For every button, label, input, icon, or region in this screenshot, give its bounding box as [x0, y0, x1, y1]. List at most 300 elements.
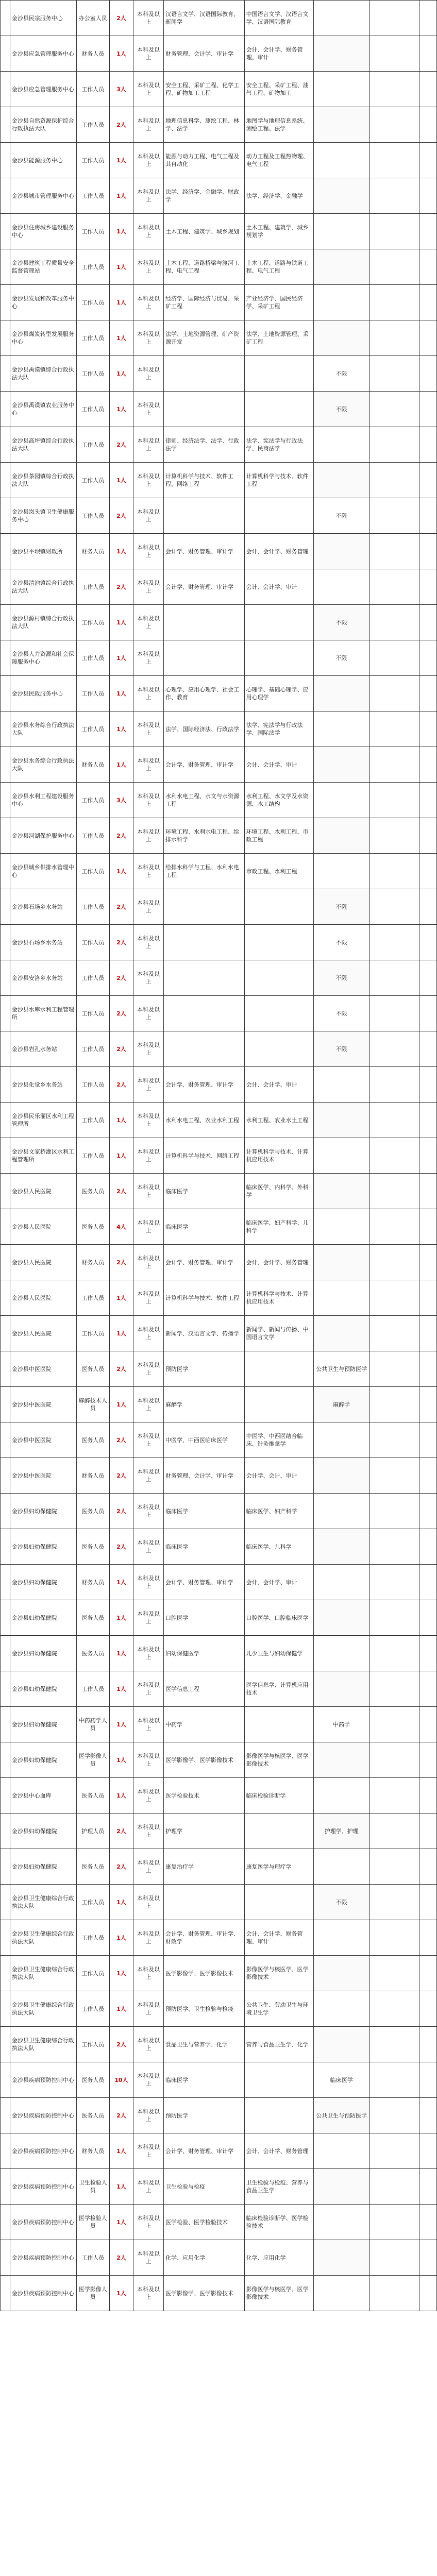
major-requirement-cell: 不限: [313, 498, 369, 534]
education-cell: 本科及以上: [133, 1636, 164, 1671]
education-cell: 本科及以上: [133, 463, 164, 498]
education-cell: 本科及以上: [133, 1031, 164, 1067]
undergraduate-major-cell: 麻醉学: [163, 1387, 244, 1422]
position-type-cell: 医务人员: [76, 1778, 109, 1814]
pad-cell: [1, 1422, 10, 1458]
graduate-major-cell: 会计、会计学、财务管理、审计: [244, 1920, 313, 1956]
undergraduate-major-cell: 医学影像学、医学影像技术: [163, 1956, 244, 1991]
undergraduate-major-cell: 中医学、中西医临床医学: [163, 1422, 244, 1458]
position-type-cell: 工作人员: [76, 1316, 109, 1351]
end-cell: [419, 605, 437, 640]
unit-cell: 金沙县妇幼保健院: [10, 1814, 76, 1849]
table-row: [1, 2062, 437, 2098]
remark-cell: [369, 1, 419, 36]
major-requirement-cell: [313, 1174, 369, 1209]
graduate-major-cell: 会计、会计学、审计: [244, 569, 313, 605]
unit-cell: 金沙县岩孔水务站: [10, 1031, 76, 1067]
table-row: [1, 747, 437, 783]
graduate-major-cell: 康复医学与理疗学: [244, 1849, 313, 1885]
end-cell: [419, 1707, 437, 1742]
position-type-cell: 工作人员: [76, 889, 109, 925]
graduate-major-cell: [244, 1387, 313, 1422]
undergraduate-major-cell: 环境工程、水利水电工程、给排水科学: [163, 818, 244, 854]
major-requirement-cell: [313, 676, 369, 711]
undergraduate-major-cell: 中药学: [163, 1707, 244, 1742]
education-cell: 本科及以上: [133, 925, 164, 960]
undergraduate-major-cell: 临床医学: [163, 1529, 244, 1565]
table-row: [1, 2240, 437, 2276]
pad-cell: [1, 356, 10, 392]
education-cell: 本科及以上: [133, 427, 164, 463]
remark-cell: [369, 1529, 419, 1565]
position-type-cell: 工作人员: [76, 2027, 109, 2062]
table-row: [1, 1742, 437, 1778]
undergraduate-major-cell: 预防医学: [163, 1351, 244, 1387]
education-cell: 本科及以上: [133, 711, 164, 747]
pad-cell: [1, 1707, 10, 1742]
table-row: [1, 1956, 437, 1991]
pad-cell: [1, 2276, 10, 2311]
end-cell: [419, 783, 437, 818]
undergraduate-major-cell: 会计学、财务管理、审计学: [163, 2133, 244, 2169]
pad-cell: [1, 1174, 10, 1209]
end-cell: [419, 1991, 437, 2027]
major-requirement-cell: [313, 2027, 369, 2062]
table-row: [1, 1067, 437, 1103]
position-type-cell: 工作人员: [76, 320, 109, 356]
pad-cell: [1, 463, 10, 498]
headcount-cell: 1人: [109, 1991, 133, 2027]
headcount-cell: 1人: [109, 1742, 133, 1778]
headcount-cell: 1人: [109, 463, 133, 498]
remark-cell: [369, 1067, 419, 1103]
position-type-cell: 工作人员: [76, 640, 109, 676]
education-cell: 本科及以上: [133, 605, 164, 640]
table-row: [1, 1778, 437, 1814]
headcount-cell: 1人: [109, 1671, 133, 1707]
position-type-cell: 医务人员: [76, 1636, 109, 1671]
remark-cell: [369, 854, 419, 889]
position-type-cell: 工作人员: [76, 498, 109, 534]
remark-cell: [369, 2205, 419, 2240]
education-cell: 本科及以上: [133, 72, 164, 107]
headcount-cell: 2人: [109, 2098, 133, 2133]
pad-cell: [1, 1920, 10, 1956]
pad-cell: [1, 1031, 10, 1067]
headcount-cell: 3人: [109, 783, 133, 818]
education-cell: 本科及以上: [133, 1, 164, 36]
pad-cell: [1, 996, 10, 1031]
major-requirement-cell: [313, 178, 369, 214]
pad-cell: [1, 854, 10, 889]
end-cell: [419, 1138, 437, 1174]
graduate-major-cell: 计算机科学与技术、计算机应用技术: [244, 1280, 313, 1316]
graduate-major-cell: 心理学、基础心理学、应用心理学: [244, 676, 313, 711]
remark-cell: [369, 960, 419, 996]
major-requirement-cell: [313, 1422, 369, 1458]
graduate-major-cell: 影像医学与核医学、医学影像技术: [244, 1956, 313, 1991]
undergraduate-major-cell: 会计学、财务管理、审计学、财政学: [163, 1920, 244, 1956]
undergraduate-major-cell: 能源与动力工程、电气工程及其自动化: [163, 143, 244, 178]
education-cell: 本科及以上: [133, 1209, 164, 1245]
unit-cell: 金沙县禹谟镇综合行政执法大队: [10, 356, 76, 392]
graduate-major-cell: 地图学与地理信息系统、测绘工程、法学: [244, 107, 313, 143]
remark-cell: [369, 2240, 419, 2276]
education-cell: 本科及以上: [133, 1458, 164, 1494]
position-type-cell: 医务人员: [76, 1174, 109, 1209]
end-cell: [419, 1529, 437, 1565]
major-requirement-cell: 麻醉学: [313, 1387, 369, 1422]
unit-cell: 金沙县妇幼保健院: [10, 1600, 76, 1636]
pad-cell: [1, 2169, 10, 2205]
graduate-major-cell: [244, 1031, 313, 1067]
position-type-cell: 工作人员: [76, 854, 109, 889]
major-requirement-cell: [313, 36, 369, 72]
education-cell: 本科及以上: [133, 1671, 164, 1707]
remark-cell: [369, 1458, 419, 1494]
position-type-cell: 护理人员: [76, 1814, 109, 1849]
unit-cell: 金沙县卫生健康综合行政执法大队: [10, 1991, 76, 2027]
end-cell: [419, 320, 437, 356]
table-row: [1, 1565, 437, 1600]
headcount-cell: 1人: [109, 2169, 133, 2205]
remark-cell: [369, 285, 419, 320]
unit-cell: 金沙县岚头镇卫生健康服务中心: [10, 498, 76, 534]
graduate-major-cell: 会计、会计学、审计: [244, 1067, 313, 1103]
major-requirement-cell: [313, 1067, 369, 1103]
remark-cell: [369, 1920, 419, 1956]
pad-cell: [1, 1956, 10, 1991]
graduate-major-cell: [244, 889, 313, 925]
position-type-cell: 医务人员: [76, 1494, 109, 1529]
education-cell: 本科及以上: [133, 1245, 164, 1280]
undergraduate-major-cell: 医学影像学、医学影像技术: [163, 1742, 244, 1778]
remark-cell: [369, 1138, 419, 1174]
position-type-cell: 财务人员: [76, 36, 109, 72]
headcount-cell: 1人: [109, 178, 133, 214]
education-cell: 本科及以上: [133, 1956, 164, 1991]
headcount-cell: 1人: [109, 854, 133, 889]
unit-cell: 金沙县中医医院: [10, 1422, 76, 1458]
position-type-cell: 医务人员: [76, 1351, 109, 1387]
major-requirement-cell: [313, 143, 369, 178]
undergraduate-major-cell: 计算机科学与技术、网络工程: [163, 1138, 244, 1174]
undergraduate-major-cell: 妇幼保健医学: [163, 1636, 244, 1671]
undergraduate-major-cell: 食品卫生与营养学、化学: [163, 2027, 244, 2062]
position-type-cell: 工作人员: [76, 178, 109, 214]
table-row: [1, 1671, 437, 1707]
position-type-cell: 医务人员: [76, 1422, 109, 1458]
graduate-major-cell: [244, 605, 313, 640]
pad-cell: [1, 285, 10, 320]
table-row: [1, 640, 437, 676]
pad-cell: [1, 1529, 10, 1565]
position-type-cell: 工作人员: [76, 960, 109, 996]
pad-cell: [1, 783, 10, 818]
headcount-cell: 2人: [109, 1458, 133, 1494]
undergraduate-major-cell: 会计学、财务管理、审计学: [163, 1245, 244, 1280]
major-requirement-cell: [313, 1103, 369, 1138]
education-cell: 本科及以上: [133, 1138, 164, 1174]
unit-cell: 金沙县建筑工程质量安全监督管理站: [10, 249, 76, 285]
education-cell: 本科及以上: [133, 1742, 164, 1778]
position-type-cell: 财务人员: [76, 1565, 109, 1600]
end-cell: [419, 1422, 437, 1458]
remark-cell: [369, 676, 419, 711]
undergraduate-major-cell: 心理学、应用心理学、社会工作、教育: [163, 676, 244, 711]
unit-cell: 金沙县人民医院: [10, 1280, 76, 1316]
graduate-major-cell: [244, 1814, 313, 1849]
position-type-cell: 工作人员: [76, 427, 109, 463]
unit-cell: 金沙县妇幼保健院: [10, 1529, 76, 1565]
education-cell: 本科及以上: [133, 214, 164, 249]
end-cell: [419, 747, 437, 783]
end-cell: [419, 640, 437, 676]
graduate-major-cell: [244, 1885, 313, 1920]
end-cell: [419, 1031, 437, 1067]
remark-cell: [369, 1636, 419, 1671]
table-row: [1, 463, 437, 498]
pad-cell: [1, 1209, 10, 1245]
table-row: [1, 1920, 437, 1956]
major-requirement-cell: [313, 1458, 369, 1494]
position-type-cell: 工作人员: [76, 392, 109, 427]
position-type-cell: 麻醉技术人员: [76, 1387, 109, 1422]
headcount-cell: 2人: [109, 427, 133, 463]
headcount-cell: 1人: [109, 1103, 133, 1138]
remark-cell: [369, 1103, 419, 1138]
remark-cell: [369, 889, 419, 925]
headcount-cell: 1人: [109, 1600, 133, 1636]
table-row: [1, 569, 437, 605]
education-cell: 本科及以上: [133, 143, 164, 178]
headcount-cell: 2人: [109, 498, 133, 534]
position-type-cell: 卫生检验人员: [76, 2169, 109, 2205]
position-type-cell: 财务人员: [76, 747, 109, 783]
end-cell: [419, 1387, 437, 1422]
unit-cell: 金沙县中心血库: [10, 1778, 76, 1814]
graduate-major-cell: 口腔医学、口腔临床医学: [244, 1600, 313, 1636]
pad-cell: [1, 2062, 10, 2098]
table-row: [1, 214, 437, 249]
undergraduate-major-cell: 预防医学、卫生检验与检疫: [163, 1991, 244, 2027]
pad-cell: [1, 498, 10, 534]
undergraduate-major-cell: 地理信息科学、测绘工程、林学、法学: [163, 107, 244, 143]
graduate-major-cell: 临床医学、妇产科学: [244, 1494, 313, 1529]
education-cell: 本科及以上: [133, 356, 164, 392]
education-cell: 本科及以上: [133, 2027, 164, 2062]
headcount-cell: 2人: [109, 1031, 133, 1067]
table-row: [1, 2133, 437, 2169]
graduate-major-cell: [244, 1707, 313, 1742]
position-type-cell: 工作人员: [76, 996, 109, 1031]
education-cell: 本科及以上: [133, 818, 164, 854]
education-cell: 本科及以上: [133, 2098, 164, 2133]
major-requirement-cell: [313, 1209, 369, 1245]
graduate-major-cell: 影像医学与核医学、医学影像技术: [244, 2276, 313, 2311]
remark-cell: [369, 392, 419, 427]
major-requirement-cell: [313, 1956, 369, 1991]
unit-cell: 金沙县妇幼保健院: [10, 1742, 76, 1778]
pad-cell: [1, 249, 10, 285]
unit-cell: 金沙县水务综合行政执法大队: [10, 711, 76, 747]
remark-cell: [369, 463, 419, 498]
headcount-cell: 2人: [109, 1529, 133, 1565]
table-row: [1, 818, 437, 854]
headcount-cell: 2人: [109, 1422, 133, 1458]
remark-cell: [369, 249, 419, 285]
pad-cell: [1, 2027, 10, 2062]
pad-cell: [1, 1138, 10, 1174]
end-cell: [419, 249, 437, 285]
headcount-cell: 2人: [109, 1494, 133, 1529]
position-type-cell: 工作人员: [76, 249, 109, 285]
pad-cell: [1, 1885, 10, 1920]
graduate-major-cell: 会计、会计学、财务管理: [244, 534, 313, 569]
headcount-cell: 1人: [109, 392, 133, 427]
undergraduate-major-cell: 卫生检验与检疫: [163, 2169, 244, 2205]
table-row: [1, 2205, 437, 2240]
graduate-major-cell: 化学、应用化学: [244, 2240, 313, 2276]
headcount-cell: 2人: [109, 1245, 133, 1280]
remark-cell: [369, 2276, 419, 2311]
graduate-major-cell: 临床医学、妇产科学、儿科学: [244, 1209, 313, 1245]
end-cell: [419, 1174, 437, 1209]
end-cell: [419, 107, 437, 143]
table-row: [1, 2276, 437, 2311]
undergraduate-major-cell: 律师、经济法学、法学、行政法学: [163, 427, 244, 463]
position-type-cell: 财务人员: [76, 1245, 109, 1280]
position-type-cell: 财务人员: [76, 2133, 109, 2169]
headcount-cell: 1人: [109, 1707, 133, 1742]
major-requirement-cell: 不限: [313, 925, 369, 960]
education-cell: 本科及以上: [133, 2169, 164, 2205]
undergraduate-major-cell: 法学、国际经济法、行政法学: [163, 711, 244, 747]
unit-cell: 金沙县妇幼保健院: [10, 1494, 76, 1529]
undergraduate-major-cell: [163, 498, 244, 534]
end-cell: [419, 178, 437, 214]
headcount-cell: 1人: [109, 1138, 133, 1174]
unit-cell: 金沙县卫生健康综合行政执法大队: [10, 1956, 76, 1991]
headcount-cell: 1人: [109, 1316, 133, 1351]
unit-cell: 金沙县住房城乡建设服务中心: [10, 214, 76, 249]
end-cell: [419, 356, 437, 392]
graduate-major-cell: 法学、经济学、金融学: [244, 178, 313, 214]
education-cell: 本科及以上: [133, 498, 164, 534]
end-cell: [419, 2169, 437, 2205]
education-cell: 本科及以上: [133, 1991, 164, 2027]
pad-cell: [1, 889, 10, 925]
headcount-cell: 1人: [109, 320, 133, 356]
education-cell: 本科及以上: [133, 569, 164, 605]
major-requirement-cell: [313, 1849, 369, 1885]
remark-cell: [369, 1778, 419, 1814]
position-type-cell: 医务人员: [76, 1529, 109, 1565]
unit-cell: 金沙县煤炭转型发展服务中心: [10, 320, 76, 356]
remark-cell: [369, 1316, 419, 1351]
major-requirement-cell: [313, 2205, 369, 2240]
unit-cell: 金沙县疾病预防控制中心: [10, 2169, 76, 2205]
undergraduate-major-cell: 水利水电工程、水文与水资源工程: [163, 783, 244, 818]
position-type-cell: 工作人员: [76, 1671, 109, 1707]
unit-cell: 金沙县茶园镇综合行政执法大队: [10, 463, 76, 498]
headcount-cell: 1人: [109, 1920, 133, 1956]
undergraduate-major-cell: 汉语言文学、汉语国际教育、新闻学: [163, 1, 244, 36]
remark-cell: [369, 1209, 419, 1245]
position-type-cell: 工作人员: [76, 569, 109, 605]
pad-cell: [1, 72, 10, 107]
headcount-cell: 2人: [109, 925, 133, 960]
graduate-major-cell: [244, 356, 313, 392]
end-cell: [419, 285, 437, 320]
major-requirement-cell: 不限: [313, 1885, 369, 1920]
position-type-cell: 工作人员: [76, 1067, 109, 1103]
major-requirement-cell: [313, 2276, 369, 2311]
headcount-cell: 1人: [109, 640, 133, 676]
undergraduate-major-cell: 土木工程、建筑学、城乡规划: [163, 214, 244, 249]
unit-cell: 金沙县卫生健康综合行政执法大队: [10, 1920, 76, 1956]
end-cell: [419, 1351, 437, 1387]
remark-cell: [369, 178, 419, 214]
graduate-major-cell: [244, 2062, 313, 2098]
pad-cell: [1, 143, 10, 178]
education-cell: 本科及以上: [133, 1885, 164, 1920]
remark-cell: [369, 2027, 419, 2062]
end-cell: [419, 1671, 437, 1707]
headcount-cell: 2人: [109, 1849, 133, 1885]
headcount-cell: 2人: [109, 1351, 133, 1387]
position-type-cell: 工作人员: [76, 463, 109, 498]
end-cell: [419, 427, 437, 463]
headcount-cell: 2人: [109, 107, 133, 143]
end-cell: [419, 1316, 437, 1351]
pad-cell: [1, 214, 10, 249]
education-cell: 本科及以上: [133, 747, 164, 783]
major-requirement-cell: [313, 1565, 369, 1600]
pad-cell: [1, 1351, 10, 1387]
major-requirement-cell: [313, 783, 369, 818]
major-requirement-cell: 公共卫生与预防医学: [313, 2098, 369, 2133]
headcount-cell: 2人: [109, 569, 133, 605]
pad-cell: [1, 178, 10, 214]
table-row: [1, 107, 437, 143]
major-requirement-cell: [313, 2240, 369, 2276]
unit-cell: 金沙县河湖保护服务中心: [10, 818, 76, 854]
unit-cell: 金沙县水库水利工程管理所: [10, 996, 76, 1031]
position-type-cell: 医务人员: [76, 2062, 109, 2098]
graduate-major-cell: [244, 498, 313, 534]
pad-cell: [1, 605, 10, 640]
remark-cell: [369, 2169, 419, 2205]
end-cell: [419, 925, 437, 960]
graduate-major-cell: 营养与食品卫生学、化学: [244, 2027, 313, 2062]
unit-cell: 金沙县民政服务中心: [10, 676, 76, 711]
position-type-cell: 财务人员: [76, 534, 109, 569]
end-cell: [419, 1, 437, 36]
unit-cell: 金沙县城乡供排水管理中心: [10, 854, 76, 889]
unit-cell: 金沙县化觉乡水务站: [10, 1067, 76, 1103]
undergraduate-major-cell: 给排水科学与工程、水利水电工程: [163, 854, 244, 889]
major-requirement-cell: 不限: [313, 889, 369, 925]
undergraduate-major-cell: 临床医学: [163, 1174, 244, 1209]
graduate-major-cell: 临床医学、儿科学: [244, 1529, 313, 1565]
unit-cell: 金沙县人民医院: [10, 1316, 76, 1351]
end-cell: [419, 854, 437, 889]
graduate-major-cell: [244, 925, 313, 960]
headcount-cell: 1人: [109, 214, 133, 249]
table-row: [1, 711, 437, 747]
major-requirement-cell: 临床医学: [313, 2062, 369, 2098]
